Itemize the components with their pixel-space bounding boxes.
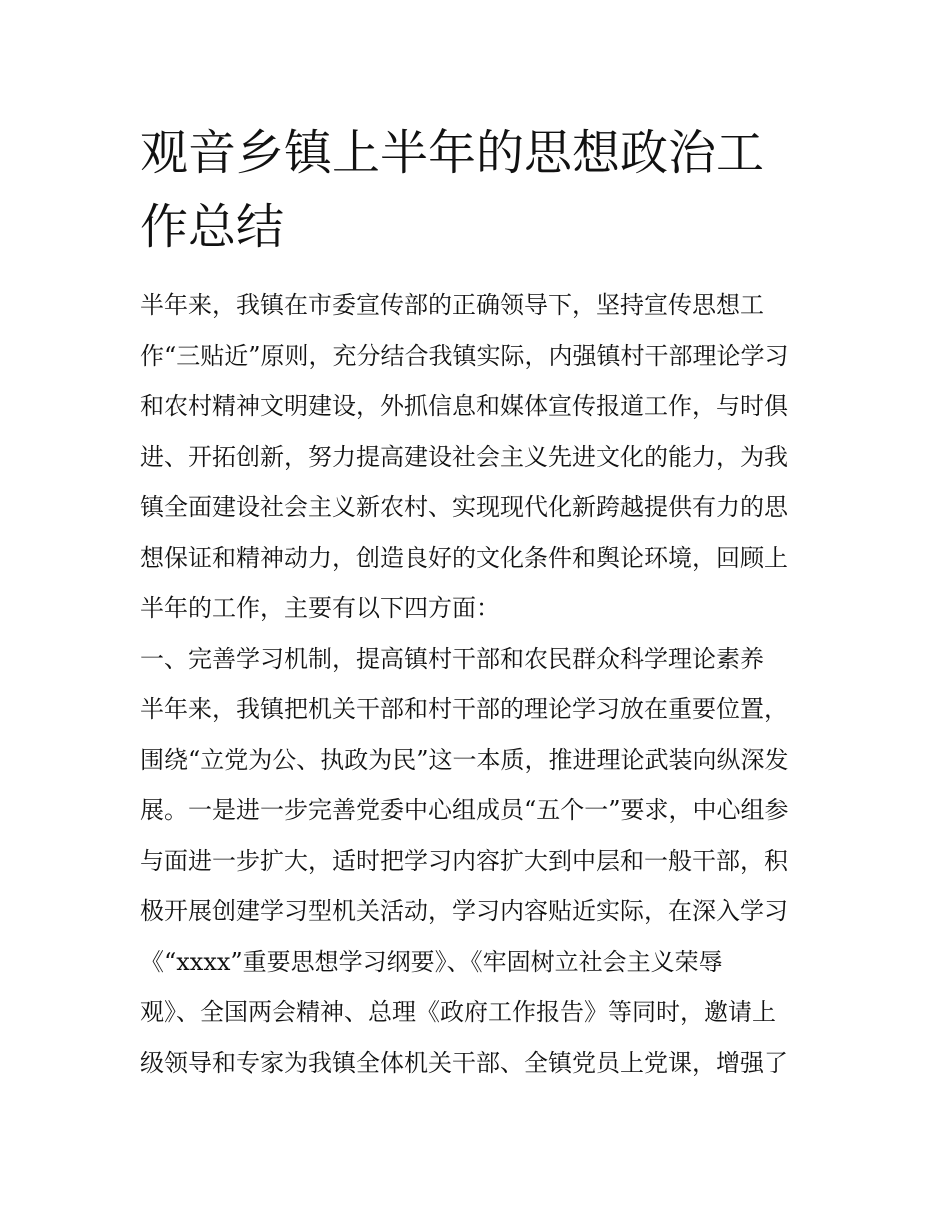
body-line: 半年来，我镇把机关干部和村干部的理论学习放在重要位置， bbox=[140, 695, 788, 723]
body-line: 半年的工作，主要有以下四方面： bbox=[140, 594, 500, 622]
body-line: 和农村精神文明建设，外抓信息和媒体宣传报道工作，与时俱 bbox=[140, 392, 788, 420]
body-line: 进、开拓创新，努力提高建设社会主义先进文化的能力，为我 bbox=[140, 442, 788, 471]
body-line: 级领导和专家为我镇全体机关干部、全镇党员上党课，增强了 bbox=[140, 1048, 788, 1077]
body-line: 观》、全国两会精神、总理《政府工作报告》等同时，邀请上 bbox=[140, 998, 776, 1026]
body-line: 镇全面建设社会主义新农村、实现现代化新跨越提供有力的思 bbox=[140, 493, 788, 521]
document-title bbox=[140, 116, 820, 264]
body-line: 围绕“立党为公、执政为民”这一本质，推进理论武装向纵深发 bbox=[140, 745, 789, 774]
title-line: 观音乡镇上半年的思想政治工 bbox=[140, 125, 765, 181]
document-body bbox=[140, 280, 830, 1088]
body-line: 与面进一步扩大，适时把学习内容扩大到中层和一般干部，积 bbox=[140, 846, 788, 875]
body-line: 极开展创建学习型机关活动，学习内容贴近实际，在深入学习 bbox=[140, 897, 788, 925]
section-heading: 一、完善学习机制，提高镇村干部和农民群众科学理论素养 bbox=[140, 644, 764, 673]
body-line: 作“三贴近”原则，充分结合我镇实际，内强镇村干部理论学习 bbox=[140, 341, 789, 370]
body-line: 展。一是进一步完善党委中心组成员“五个一”要求，中心组参 bbox=[140, 796, 789, 824]
body-line: 半年来，我镇在市委宣传部的正确领导下，坚持宣传思想工 bbox=[140, 291, 764, 319]
body-line: 想保证和精神动力，创造良好的文化条件和舆论环境，回顾上 bbox=[140, 543, 788, 572]
body-line: 《“xxxx”重要思想学习纲要》、《牢固树立社会主义荣辱 bbox=[140, 947, 723, 976]
title-line: 作总结 bbox=[140, 199, 285, 255]
